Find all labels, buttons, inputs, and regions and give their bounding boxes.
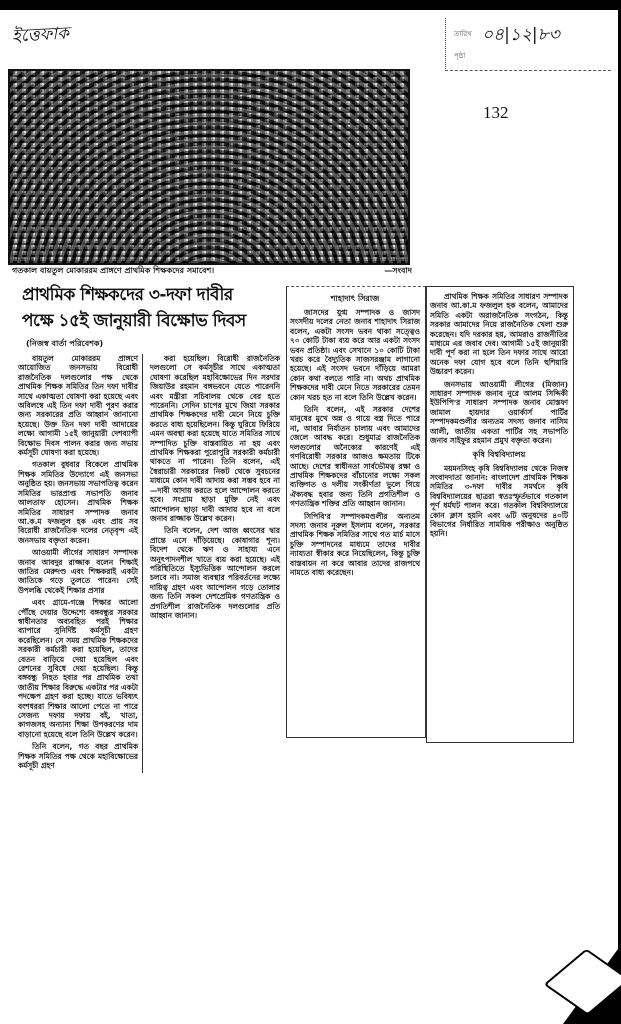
newspaper-source-handwritten: ইত্তেফাক [11,23,70,47]
article-column-3 [290,292,420,580]
article-column-4 [430,292,568,542]
paragraph: জনসভায় আওয়ামী লীগের (মিজান) সাধারণ সম্পাদক জনাব নুরে আলম সিদ্দিকী ইউপিপি'র সাধারণ সম্পাদক জনাব মোস্তফা জামাল হায়দার ওয়ার্কার্স পার্টির সম্পাদকমণ্ডলীর অন্যতম সদস্য জনাব নাসিম আলী, জাতীয় একতা পার্টির সহ সভাপতি জনাব সাইফুর রহমান প্রমুখ বক্তৃতা করেন। [430,379,568,446]
date-stamp [445,18,611,71]
article-headline [22,282,284,334]
paragraph: করা হয়েছিল। বিরোধী রাজনৈতিক দলগুলো সে কর্মসূচীর সাথে একাত্মতা ঘোষণা করেছিল মহাবিক্ষোভের দিন সরদার জিয়াউর রহমান বঙ্গভবনে যেতে পারেননি এবং মন্ত্রীরা সচিবালয় থেকে বের হতে পারেননি। সেদিন চাপের মুখে জিয়া সরকার প্রাথমিক শিক্ষকদের দাবী মেনে নিয়ে চুক্তি করতে বাধ্য হয়েছিলেন। কিন্তু ঘুরিয়ে ফিরিয়ে এমন অবস্থা করা হয়েছে যাতে সমিতির সাথে সম্পাদিত চুক্তি বাস্তবায়িত না হয় এবং প্রাথমিক শিক্ষকরা পুরোপুরি সরকারী কর্মচারী থাকতে না পারেন। তিনি বলেন, এই স্বৈরাচারী সরকারের নিকট থেকে সুবচনের মাধ্যমে কোন দাবী আদায় করা সম্ভব হবে না—দাবী আদায় করতে হলে আন্দোলন করতে হবে। সংগ্রাম ছাড়া মুক্তি নেই এবং আন্দোলন ছাড়া দাবী আদায় হবে না বলে জনাব রাজ্জাক উল্লেখ করেন। [150,354,280,523]
paragraph: তিনি বলেন, এই সরকার দেশের মানুষের মুখে অন্ন ও গায়ে বস্ত্র দিতে পারে না, আবার নির্যাতন চালায় এবং আমাদের জেলে আবদ্ধ করে। শুধুমাত্র রাজনৈতিক দলগুলোর অনৈক্যের কারণেই এই গণবিরোধী সরকার আজও ক্ষমতায় টিকে আছে। দেশের স্বাধীনতা সার্বভৌমত্ব রক্ষা ও প্রাথমিক শিক্ষকদের বাঁচানোর লক্ষ্যে সকল ব্যক্তিগত ও দলীয় সংকীর্ণতা ভুলে গিয়ে ঐক্যবদ্ধ হবার জন্য তিনি প্রগতিশীল ও গণতান্ত্রিক শক্তির প্রতি আহ্বান জানান। [290,405,420,509]
page-label: পৃষ্ঠা [454,52,466,60]
date-label: তারিখ [454,30,472,38]
headline-line-2: পক্ষে ১৫ই জানুয়ারী বিক্ষোভ দিবস [22,311,246,331]
headline-line-1: প্রাথমিক শিক্ষকদের ৩-দফা দাবীর [22,285,233,305]
subheading-agri-university: কৃষি বিশ্ববিদ্যালয় [472,449,526,459]
article-column-2 [150,354,280,623]
date-value: ০৪|১২|৮৩ [482,25,560,45]
paragraph: গতকাল বুধবার বিকেলে প্রাথমিক শিক্ষক সমিতির উদ্যোগে এই জনসভা অনুষ্ঠিত হয়। জনসভায় সভাপতিত্ব করেন সমিতির ভারপ্রাপ্ত সভাপতি জনাব আলতাফ হোসেন। প্রাথমিক শিক্ষক সমিতির সাধারণ সম্পাদক জনাব আ.ক.ম ফজলুল হক এবং প্রায় সব বিরোধী রাজনৈতিক দলের নেতৃবৃন্দ এই জনসভায় বক্তৃতা করেন। [18,460,138,545]
photo-credit: —সংবাদ [384,266,412,275]
paragraph: এবং গ্রামে-গঞ্জে শিক্ষার আলো পৌঁছে দেয়ার উদ্দেশ্যে বঙ্গবন্ধুর সরকার স্বাধীনতার অব্যবহিত পরই শিক্ষার ব্যাপারে সুনির্দিষ্ট কর্মসূচী গ্রহণ করেছিলেন। সে সময় প্রাথমিক শিক্ষকদের সরকারী কর্মচারী করা হয়েছিল, তাদের বেতন বাড়িয়ে দেয়া হয়েছিল এবং রেশনের সুবিধে দেয়া হয়েছিল। কিন্তু বঙ্গবন্ধু নিহত হবার পর প্রাথমিক তথা জাতীয় শিক্ষার বিরুদ্ধে একটার পর একটা পদক্ষেপ গ্রহণ করা হচ্ছে। যাতে ভবিষ্যৎ বংশধররা শিক্ষার আলো পেতে না পারে সেজন্য দফায় দফায় বই, খাতা, কাগজসহ অন্যান্য শিক্ষা উপকরণের দাম বাড়ানো হয়েছে বলে তিনি উল্লেখ করেন। [18,598,138,739]
paragraph: প্রাথমিক শিক্ষক সমিতির সাধারণ সম্পাদক জনাব আ.কা.ম ফজলুল হক বলেন, আমাদের সমিতি একটা অরাজনৈতিক সংগঠন, কিন্তু সরকার আমাদের নিয়ে রাজনৈতিক খেলা শুরু করেছেন। যদি দরকার হয়, আমরাও রাজনীতির মাধ্যমে এর জবাব দেব। আগামী ১৫ই জানুয়ারী দাবী পূর্ণ করা না হলে তিন দফার সাথে আরো অনেক দফা যোগ হবে বলে তিনি হুশিয়ারি উচ্চারণ করেন। [430,292,568,377]
photo-caption: গতকাল বায়তুল মোকাররম প্রাঙ্গণে প্রাথমিক শিক্ষকদের সমাবেশ। [12,266,215,275]
byline: (নিজস্ব বার্তা পরিবেশক) [26,339,104,348]
subheading-shahadat-siraj: শাহাদাৎ সিরাজ [330,294,380,303]
rally-crowd-photo [8,69,410,265]
paragraph: বায়তুল মোকাররম প্রাঙ্গণে আয়োজিত জনসভায় বিরোধী রাজনৈতিক দলগুলোর পক্ষ থেকে প্রাথমিক শিক্ষক সমিতির তিন দফা দাবীর সাথে একাত্মতা ঘোষণা করা হয়েছে এবং অবিলম্বে এই তিন দফা দাবী পূরণ করার জন্য সরকারের প্রতি আহ্বান জানানো হয়েছে। উক্ত তিন দফা দাবী আদায়ের লক্ষ্যে আগামী ১৫ই জানুয়ারী দেশব্যাপী বিক্ষোভ দিবস পালন করার জন্য সভায় কর্মসূচী ঘোষণা করা হয়েছে। [18,354,138,458]
paragraph: আওয়ামী লীগের সাধারণ সম্পাদক জনাব আবদুর রাজ্জাক বলেন শিক্ষাই জাতির মেরুদণ্ড এবং শিক্ষকরাই একটা জাতিকে গড়ে তুলতে পারেন। সেই উপলব্ধি থেকেই শিক্ষার প্রসার [18,548,138,595]
paragraph: তিনি বলেন, গত বছর প্রাথমিক শিক্ষক সমিতির পক্ষ থেকে মহাবিক্ষোভের কর্মসূচী গ্রহণ [18,742,138,771]
photo-caption-row [12,265,412,276]
paragraph: সিপিবি'র সম্পাদকমণ্ডলীর অন্যতম সদস্য জনাব নূরুল ইসলাম বলেন, সরকার প্রাথমিক শিক্ষক সমিতির সাথে গত মার্চ মাসে চুক্তি সম্পাদনের মাধ্যমে তাদের দাবীর ন্যায্যতা স্বীকার করে নিয়েছিলেন, কিন্তু চুক্তি বাস্তবায়ন না করে আবার তাদের রাজপথে নামতে বাধ্য করেছেন। [290,511,420,577]
paragraph: তিনি বলেন, দেশ আজ ধ্বংসের দ্বার প্রান্তে এসে দাঁড়িয়েছে। কোষাগার শূন্য। বিদেশ থেকে ঋণ ও সাহায্য এনে অনুৎপাদনশীল খাতে ব্যয় করা হয়েছে। এই পরিস্থিতিতে ইস্যুভিত্তিক আন্দোলন করলে চলবে না। সমাজ ব্যবস্থার পরিবর্তনের লক্ষ্যে দায়িত্ব গ্রহণ এবং আন্দোলন গড়ে তোলার জন্য তিনি সকল দেশপ্রেমিক গণতান্ত্রিক ও প্রগতিশীল রাজনৈতিক দলগুলোর প্রতি আহ্বান জানান। [150,526,280,620]
scan-top-edge [0,0,621,10]
paragraph: জাসদের যুগ্ম সম্পাদক ও জাসদ সংসদীয় দলের নেতা জনাব শাহাদাৎ সিরাজ বলেন, একটা সংসদ ভবন থাকা সত্ত্বেও ৭০ কোটি টাকা ব্যয় করে আর একটা সংসদ ভবন প্রতিষ্ঠা। এবং সেখানে ১০ কোটি টাকা খরচ করে বৈদ্যুতিক সাজসরঞ্জাম লাগানো হয়েছে। এই সংসদ ভবনে দাঁড়িয়ে আমরা কোন কথা বলতে পারি না। অথচ প্রাথমিক শিক্ষকদের দাবী মেনে নিতে সরকারের তেমন কোন খরচ হত না বলে তিনি উল্লেখ করেন। [290,308,420,402]
paragraph: ময়মনসিংহ কৃষি বিশ্ববিদ্যালয় থেকে নিজস্ব সংবাদদাতা জানান: বাংলাদেশ প্রাথমিক শিক্ষক সমিতির ৩-দফা দাবীর সমর্থনে কৃষি বিশ্ববিদ্যালয়ের ছাত্ররা স্বতঃস্ফূর্তভাবে গতকাল পূর্ণ ধর্মঘট পালন করে। গতকাল বিশ্ববিদ্যালয়ে কোন ক্লাস হয়নি এবং ৬টি অনুষদের ৪০টি বিভাগের নির্ধারিত সাময়িক পরীক্ষাও অনুষ্ঠিত হয়নি। [430,463,568,539]
archive-page-number: 132 [483,103,509,122]
article-column-1 [18,354,143,773]
